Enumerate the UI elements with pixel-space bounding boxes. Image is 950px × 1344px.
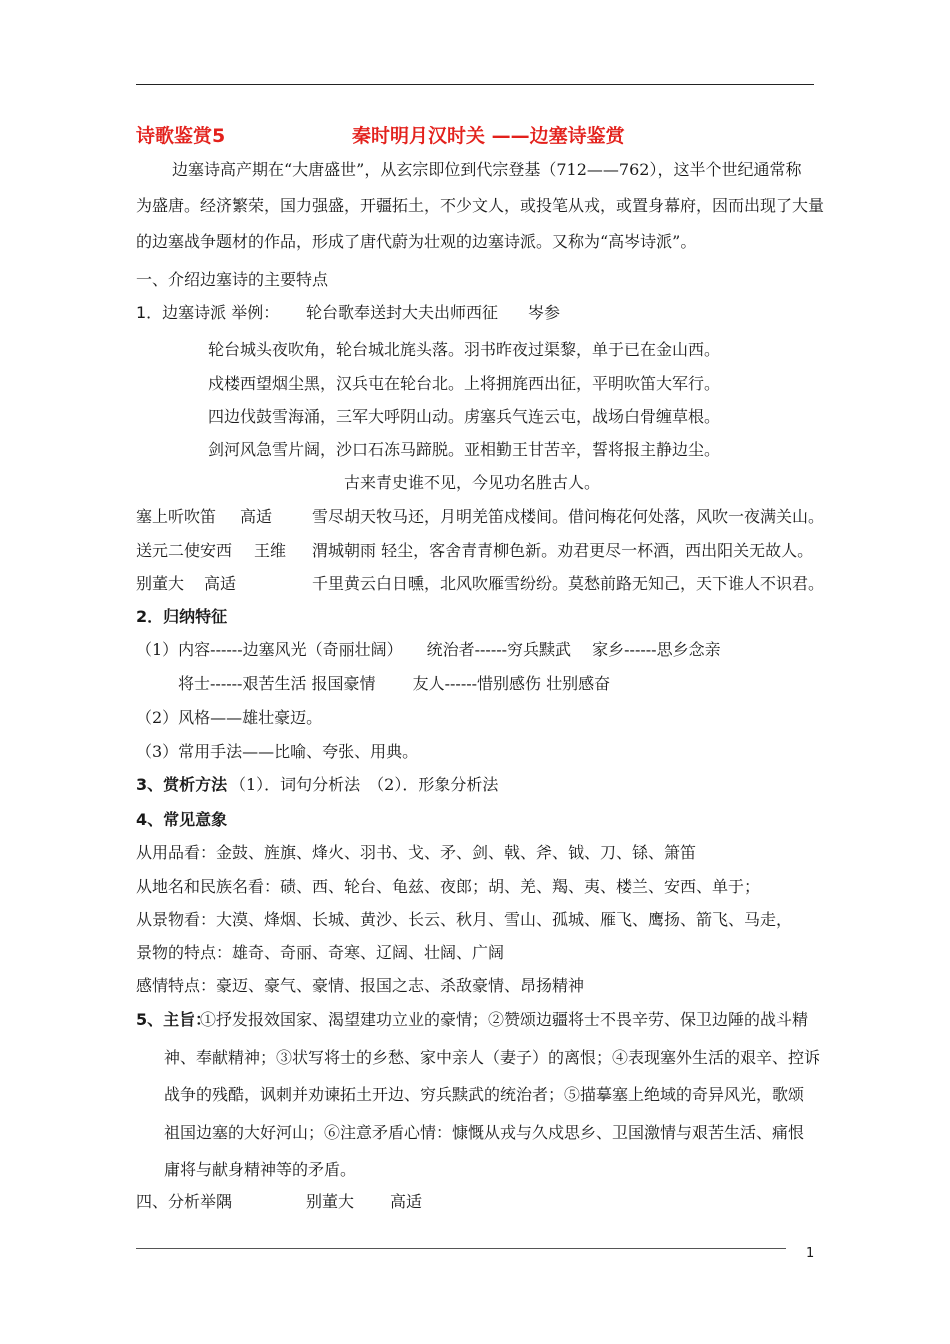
item2-line-4: （3）常用手法——比喻、夸张、用典。: [136, 742, 419, 761]
poem-line-1: 轮台城头夜吹角，轮台城北旄头落。羽书昨夜过渠黎，单于已在金山西。: [208, 340, 721, 359]
example-poet: 高适: [204, 574, 237, 593]
header-rule: [136, 84, 814, 85]
item2-line-3: （2）风格——雄壮豪迈。: [136, 708, 323, 727]
section4-label: 四、分析举隅: [136, 1192, 233, 1211]
item1-poet: 岑参: [528, 303, 561, 322]
poem-line-3: 四边伐鼓雪海涌，三军大呼阴山动。虏塞兵气连云屯，战场白骨缠草根。: [208, 407, 721, 426]
example-text: 雪尽胡天牧马还，月明羌笛戍楼间。借问梅花何处落，风吹一夜满关山。: [312, 507, 825, 526]
intro-line-1: 边塞诗高产期在“大唐盛世”，从玄宗即位到代宗登基（712——762），这半个世纪通常称: [172, 160, 802, 179]
example-poet: 高适: [240, 507, 273, 526]
page-number: 1: [806, 1246, 815, 1261]
item5-line: 战争的残酷，讽刺并劝谏拓土开边、穷兵黩武的统治者；⑤描摹塞上绝域的奇异风光，歌颂: [164, 1085, 805, 1104]
item2-line-1: （1）内容------边塞风光（奇丽壮阔） 统治者------穷兵黩武 家乡------思乡念亲: [136, 640, 721, 659]
item4-line-4: 景物的特点：雄奇、奇丽、奇寒、辽阔、壮阔、广阔: [136, 943, 505, 962]
item5-line: 祖国边塞的大好河山；⑥注意矛盾心情：慷慨从戎与久戍思乡、卫国激情与艰苦生活、痛恨: [164, 1123, 805, 1142]
footer-rule: [136, 1248, 786, 1249]
lesson-main-title: 秦时明月汉时关 ——边塞诗鉴赏: [352, 125, 625, 147]
item5-line: ①抒发报效国家、渴望建功立业的豪情；②赞颂边疆将士不畏辛劳、保卫边陲的战斗精: [200, 1010, 809, 1029]
item5-line: 庸将与献身精神等的矛盾。: [164, 1160, 357, 1179]
item4-line-2: 从地名和民族名看：碛、西、轮台、龟兹、夜郎；胡、羌、羯、夷、楼兰、安西、单于；: [136, 877, 761, 896]
item3-label: 3、赏析方法: [136, 775, 228, 794]
poem-line-2: 戍楼西望烟尘黑，汉兵屯在轮台北。上将拥旄西出征，平明吹笛大军行。: [208, 374, 721, 393]
item1-label: 1．边塞诗派 举例：: [136, 303, 280, 322]
example-text: 渭城朝雨 轻尘，客舍青青柳色新。劝君更尽一杯酒，西出阳关无故人。: [312, 541, 814, 560]
section4-poem-title: 别董大: [306, 1192, 355, 1211]
item3-text: （1）．词句分析法 （2）．形象分析法: [230, 775, 499, 794]
lesson-number-title: 诗歌鉴赏5: [136, 125, 226, 147]
item2-line-2: 将士------艰苦生活 报国豪情 友人------惜别感伤 壮别感奋: [178, 674, 611, 693]
poem-last-line: 古来青史谁不见，今见功名胜古人。: [344, 473, 601, 492]
item4-line-3: 从景物看：大漠、烽烟、长城、黄沙、长云、秋月、雪山、孤城、雁飞、鹰扬、箭飞、马走，: [136, 910, 793, 929]
item5-line: 神、奉献精神；③状写将士的乡愁、家中亲人（妻子）的离恨；④表现塞外生活的艰辛、控诉: [164, 1048, 821, 1067]
intro-line-3: 的边塞战争题材的作品，形成了唐代蔚为壮观的边塞诗派。又称为“高岑诗派”。: [136, 232, 697, 251]
example-title: 塞上听吹笛: [136, 507, 217, 526]
item4-heading: 4、常见意象: [136, 810, 228, 829]
example-text: 千里黄云白日曛，北风吹雁雪纷纷。莫愁前路无知己，天下谁人不识君。: [312, 574, 825, 593]
intro-line-2: 为盛唐。经济繁荣，国力强盛，开疆拓土，不少文人，或投笔从戎，或置身幕府，因而出现了大量: [136, 196, 825, 215]
example-title: 送元二使安西: [136, 541, 233, 560]
section4-poet: 高适: [390, 1192, 423, 1211]
item2-heading: 2．归纳特征: [136, 607, 228, 626]
item5-label: 5、主旨：: [136, 1010, 212, 1029]
item4-line-1: 从用品看：金鼓、旌旗、烽火、羽书、戈、矛、剑、戟、斧、钺、刀、铩、箫笛: [136, 843, 697, 862]
poem-line-4: 剑河风急雪片阔，沙口石冻马蹄脱。亚相勤王甘苦辛，誓将报主静边尘。: [208, 440, 721, 459]
example-title: 别董大: [136, 574, 185, 593]
example-poet: 王维: [254, 541, 287, 560]
section1-heading: 一、介绍边塞诗的主要特点: [136, 270, 329, 289]
item4-line-5: 感情特点：豪迈、豪气、豪情、报国之志、杀敌豪情、昂扬精神: [136, 976, 585, 995]
item1-poem-title: 轮台歌奉送封大夫出师西征: [306, 303, 499, 322]
